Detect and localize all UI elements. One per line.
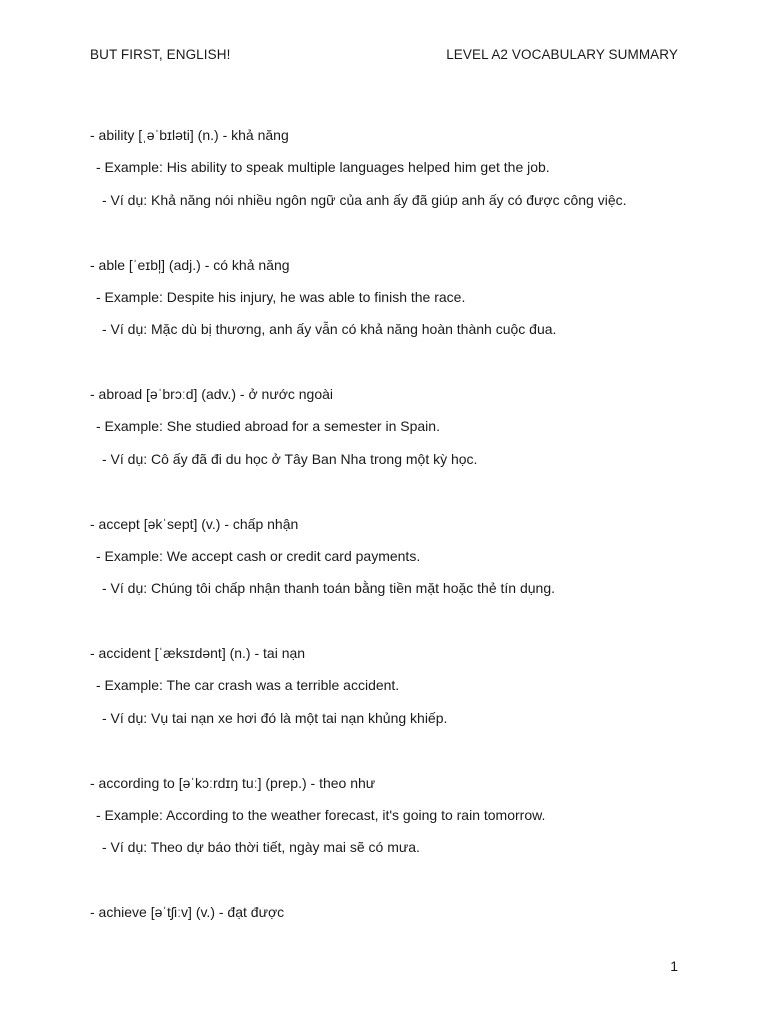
vocabulary-list: [90, 126, 690, 935]
entry-translation: - Ví dụ: Mặc dù bị thương, anh ấy vẫn có khả năng hoàn thành cuộc đua.: [102, 321, 557, 338]
header-title-left: BUT FIRST, ENGLISH!: [90, 47, 231, 62]
entry-translation: - Ví dụ: Vụ tai nạn xe hơi đó là một tai nạn khủng khiếp.: [102, 709, 448, 726]
entry-headword: - able [ˈeɪbl̩] (adj.) - có khả năng: [90, 256, 290, 273]
entry-translation: - Ví dụ: Cô ấy đã đi du học ở Tây Ban Nha trong một kỳ học.: [102, 450, 478, 467]
entry-headword: - ability [ˌəˈbɪləti] (n.) - khả năng: [90, 127, 289, 143]
vocab-entry-ability: [90, 126, 690, 256]
entry-example: - Example: His ability to speak multiple languages helped him get the job.: [96, 159, 550, 176]
vocab-entry-abroad: [90, 385, 690, 515]
entry-example: - Example: Despite his injury, he was able to finish the race.: [96, 288, 466, 305]
entry-headword: - accident [ˈæksɪdənt] (n.) - tai nạn: [90, 645, 306, 661]
entry-example: - Example: According to the weather forecast, it's going to rain tomorrow.: [96, 806, 546, 823]
vocab-entry-accept: [90, 515, 690, 645]
entry-translation: - Ví dụ: Khả năng nói nhiều ngôn ngữ của anh ấy đã giúp anh ấy có được công việc.: [102, 191, 627, 208]
entry-translation: - Ví dụ: Theo dự báo thời tiết, ngày mai sẽ có mưa.: [102, 839, 420, 856]
entry-headword: - achieve [əˈtʃiːv] (v.) - đạt được: [90, 904, 285, 920]
page-header: [90, 47, 678, 62]
entry-example: - Example: She studied abroad for a semester in Spain.: [96, 418, 440, 435]
page-number: 1: [670, 958, 678, 974]
vocab-entry-achieve: [90, 903, 690, 935]
entry-headword: - abroad [əˈbrɔːd] (adv.) - ở nước ngoài: [90, 386, 334, 402]
vocab-entry-according-to: [90, 774, 690, 904]
header-title-right: LEVEL A2 VOCABULARY SUMMARY: [446, 47, 678, 62]
vocab-entry-able: [90, 256, 690, 386]
entry-headword: - accept [əkˈsept] (v.) - chấp nhận: [90, 515, 299, 532]
entry-headword: - according to [əˈkɔːrdɪŋ tuː] (prep.) - theo như: [90, 774, 376, 791]
entry-example: - Example: The car crash was a terrible accident.: [96, 677, 400, 694]
entry-example: - Example: We accept cash or credit card payments.: [96, 547, 421, 564]
entry-translation: - Ví dụ: Chúng tôi chấp nhận thanh toán bằng tiền mặt hoặc thẻ tín dụng.: [102, 580, 555, 597]
vocab-entry-accident: [90, 644, 690, 774]
